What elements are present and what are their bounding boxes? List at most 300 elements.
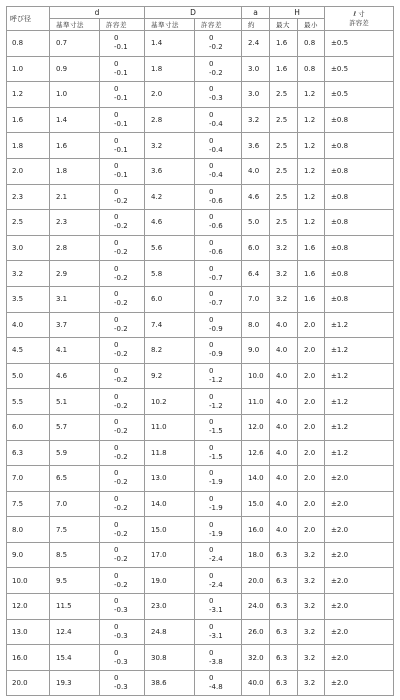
cell-D-base: 3.6 xyxy=(145,158,195,184)
cell-nominal: 13.0 xyxy=(7,619,50,645)
cell-d-tol xyxy=(100,286,145,312)
cell-H-max: 2.5 xyxy=(270,133,298,159)
cell-d-tol xyxy=(100,363,145,389)
cell-H-min: 2.0 xyxy=(298,440,325,466)
cell-D-tol-lower: -0.6 xyxy=(209,222,223,231)
cell-D-tol xyxy=(195,568,242,594)
cell-d-tol-upper: 0 xyxy=(114,264,119,273)
cell-d-tol-lower: -0.1 xyxy=(114,43,128,52)
cell-d-tol-upper: 0 xyxy=(114,546,119,555)
cell-l-tol: ±2.0 xyxy=(325,466,394,492)
cell-a: 26.0 xyxy=(242,619,270,645)
cell-H-max: 4.0 xyxy=(270,491,298,517)
cell-a: 15.0 xyxy=(242,491,270,517)
cell-d-tol xyxy=(100,466,145,492)
header-l-top: ℓ 寸 xyxy=(353,9,365,18)
cell-d-tol-lower: -0.2 xyxy=(114,503,128,512)
cell-D-tol xyxy=(195,56,242,82)
cell-a: 12.0 xyxy=(242,414,270,440)
cell-H-max: 6.3 xyxy=(270,645,298,671)
cell-H-min: 2.0 xyxy=(298,466,325,492)
cell-a: 9.0 xyxy=(242,338,270,364)
cell-d-tol-upper: 0 xyxy=(114,239,119,248)
cell-nominal: 1.8 xyxy=(7,133,50,159)
cell-H-min: 1.6 xyxy=(298,286,325,312)
cell-d-tol-upper: 0 xyxy=(114,290,119,299)
cell-d-tol xyxy=(100,619,145,645)
cell-D-tol-lower: -0.2 xyxy=(209,68,223,77)
cell-D-tol-lower: -0.6 xyxy=(209,196,223,205)
cell-D-base: 30.8 xyxy=(145,645,195,671)
cell-H-min: 1.2 xyxy=(298,107,325,133)
cell-l-tol: ±0.8 xyxy=(325,286,394,312)
cell-d-tol xyxy=(100,338,145,364)
cell-D-tol xyxy=(195,670,242,696)
cell-l-tol: ±2.0 xyxy=(325,645,394,671)
cell-D-base: 1.4 xyxy=(145,31,195,57)
table-row xyxy=(7,184,394,210)
cell-a: 8.0 xyxy=(242,312,270,338)
cell-H-max: 4.0 xyxy=(270,363,298,389)
cell-d-tol-upper: 0 xyxy=(114,34,119,43)
cell-D-base: 5.6 xyxy=(145,235,195,261)
cell-d-base: 8.5 xyxy=(50,542,100,568)
cell-d-tol-upper: 0 xyxy=(114,315,119,324)
cell-a: 16.0 xyxy=(242,517,270,543)
cell-D-tol xyxy=(195,107,242,133)
cell-D-base: 24.8 xyxy=(145,619,195,645)
cell-D-tol xyxy=(195,210,242,236)
cell-D-tol-lower: -0.4 xyxy=(209,171,223,180)
cell-H-max: 6.3 xyxy=(270,670,298,696)
cell-nominal: 8.0 xyxy=(7,517,50,543)
cell-d-tol-lower: -0.2 xyxy=(114,452,128,461)
cell-D-base: 4.6 xyxy=(145,210,195,236)
cell-H-max: 1.6 xyxy=(270,56,298,82)
cell-d-tol xyxy=(100,491,145,517)
cell-l-tol: ±0.8 xyxy=(325,133,394,159)
cell-d-tol xyxy=(100,645,145,671)
header-D: D xyxy=(145,7,242,19)
cell-D-tol-lower: -1.5 xyxy=(209,452,223,461)
table-row xyxy=(7,133,394,159)
cell-a: 3.0 xyxy=(242,82,270,108)
table-body xyxy=(7,31,394,696)
cell-D-tol-upper: 0 xyxy=(209,290,214,299)
cell-l-tol: ±1.2 xyxy=(325,414,394,440)
cell-nominal: 9.0 xyxy=(7,542,50,568)
table-row xyxy=(7,670,394,696)
cell-d-tol-lower: -0.2 xyxy=(114,324,128,333)
cell-H-max: 4.0 xyxy=(270,338,298,364)
cell-d-tol-lower: -0.2 xyxy=(114,222,128,231)
cell-H-min: 3.2 xyxy=(298,619,325,645)
table-row xyxy=(7,619,394,645)
cell-D-base: 15.0 xyxy=(145,517,195,543)
cell-D-tol-lower: -1.2 xyxy=(209,401,223,410)
cell-D-base: 14.0 xyxy=(145,491,195,517)
cell-D-tol-upper: 0 xyxy=(209,34,214,43)
cell-D-tol xyxy=(195,619,242,645)
cell-D-base: 23.0 xyxy=(145,594,195,620)
cell-d-tol-lower: -0.2 xyxy=(114,350,128,359)
spec-table-container xyxy=(6,6,393,696)
cell-D-tol-upper: 0 xyxy=(209,59,214,68)
cell-d-tol-upper: 0 xyxy=(114,85,119,94)
cell-d-tol xyxy=(100,107,145,133)
cell-D-base: 11.8 xyxy=(145,440,195,466)
table-row xyxy=(7,235,394,261)
cell-D-tol-lower: -1.9 xyxy=(209,503,223,512)
cell-D-tol-lower: -1.9 xyxy=(209,478,223,487)
header-row-top xyxy=(7,7,394,19)
table-row xyxy=(7,338,394,364)
cell-d-tol xyxy=(100,568,145,594)
cell-H-max: 4.0 xyxy=(270,517,298,543)
cell-D-tol-upper: 0 xyxy=(209,239,214,248)
cell-l-tol: ±0.8 xyxy=(325,158,394,184)
cell-d-tol-lower: -0.1 xyxy=(114,68,128,77)
cell-H-min: 1.2 xyxy=(298,210,325,236)
cell-nominal: 6.3 xyxy=(7,440,50,466)
cell-d-tol xyxy=(100,158,145,184)
cell-D-tol xyxy=(195,82,242,108)
header-H-max: 最大 xyxy=(270,19,298,31)
cell-d-tol xyxy=(100,414,145,440)
cell-D-tol-upper: 0 xyxy=(209,392,214,401)
cell-l-tol: ±0.8 xyxy=(325,107,394,133)
cell-d-base: 7.0 xyxy=(50,491,100,517)
cell-a: 12.6 xyxy=(242,440,270,466)
cell-H-max: 3.2 xyxy=(270,235,298,261)
cell-D-tol xyxy=(195,389,242,415)
cell-H-max: 6.3 xyxy=(270,542,298,568)
cell-D-tol-upper: 0 xyxy=(209,520,214,529)
cell-l-tol: ±2.0 xyxy=(325,619,394,645)
header-H: H xyxy=(270,7,325,19)
cell-nominal: 4.0 xyxy=(7,312,50,338)
table-row xyxy=(7,491,394,517)
cell-d-tol-lower: -0.2 xyxy=(114,248,128,257)
cell-d-tol-upper: 0 xyxy=(114,213,119,222)
cell-d-tol xyxy=(100,542,145,568)
table-row xyxy=(7,82,394,108)
cell-nominal: 5.0 xyxy=(7,363,50,389)
cell-D-tol-upper: 0 xyxy=(209,674,214,683)
cell-D-tol xyxy=(195,286,242,312)
cell-H-max: 2.5 xyxy=(270,82,298,108)
cell-l-tol: ±1.2 xyxy=(325,338,394,364)
cell-d-tol-upper: 0 xyxy=(114,187,119,196)
cell-D-base: 13.0 xyxy=(145,466,195,492)
cell-D-tol xyxy=(195,158,242,184)
cell-D-base: 5.8 xyxy=(145,261,195,287)
cell-H-max: 3.2 xyxy=(270,286,298,312)
cell-D-base: 17.0 xyxy=(145,542,195,568)
cell-D-base: 2.0 xyxy=(145,82,195,108)
cell-H-max: 2.5 xyxy=(270,107,298,133)
cell-H-min: 1.2 xyxy=(298,82,325,108)
cell-a: 6.0 xyxy=(242,235,270,261)
table-row xyxy=(7,645,394,671)
cell-D-base: 11.0 xyxy=(145,414,195,440)
table-row xyxy=(7,107,394,133)
cell-D-tol-lower: -0.2 xyxy=(209,43,223,52)
cell-d-base: 1.0 xyxy=(50,82,100,108)
cell-D-tol-upper: 0 xyxy=(209,187,214,196)
cell-D-tol-upper: 0 xyxy=(209,264,214,273)
cell-a: 20.0 xyxy=(242,568,270,594)
cell-d-tol xyxy=(100,82,145,108)
cell-H-min: 2.0 xyxy=(298,312,325,338)
cell-d-tol-upper: 0 xyxy=(114,622,119,631)
cell-a: 2.4 xyxy=(242,31,270,57)
cell-D-tol-lower: -3.1 xyxy=(209,606,223,615)
cell-H-max: 4.0 xyxy=(270,466,298,492)
cell-a: 3.0 xyxy=(242,56,270,82)
cell-d-tol-upper: 0 xyxy=(114,111,119,120)
cell-d-tol-lower: -0.2 xyxy=(114,529,128,538)
cell-D-tol-lower: -3.8 xyxy=(209,657,223,666)
header-l xyxy=(325,7,394,31)
cell-D-base: 1.8 xyxy=(145,56,195,82)
cell-a: 5.0 xyxy=(242,210,270,236)
cell-d-tol-upper: 0 xyxy=(114,162,119,171)
cell-H-max: 6.3 xyxy=(270,594,298,620)
cell-D-base: 8.2 xyxy=(145,338,195,364)
cell-a: 3.2 xyxy=(242,107,270,133)
cell-D-tol-lower: -0.9 xyxy=(209,350,223,359)
cell-D-tol-upper: 0 xyxy=(209,622,214,631)
cell-nominal: 2.0 xyxy=(7,158,50,184)
cell-D-tol xyxy=(195,491,242,517)
header-a: a xyxy=(242,7,270,19)
cell-D-tol-upper: 0 xyxy=(209,546,214,555)
table-row xyxy=(7,363,394,389)
cell-D-base: 7.4 xyxy=(145,312,195,338)
cell-D-tol xyxy=(195,184,242,210)
cell-d-tol-upper: 0 xyxy=(114,520,119,529)
cell-H-min: 2.0 xyxy=(298,338,325,364)
cell-D-tol-upper: 0 xyxy=(209,315,214,324)
cell-d-tol-lower: -0.3 xyxy=(114,606,128,615)
cell-D-tol-upper: 0 xyxy=(209,443,214,452)
cell-d-tol-upper: 0 xyxy=(114,674,119,683)
cell-D-tol xyxy=(195,414,242,440)
table-row xyxy=(7,594,394,620)
cell-d-tol-upper: 0 xyxy=(114,648,119,657)
cell-H-min: 2.0 xyxy=(298,389,325,415)
cell-D-tol-upper: 0 xyxy=(209,213,214,222)
cell-d-tol xyxy=(100,210,145,236)
cell-d-tol-lower: -0.2 xyxy=(114,401,128,410)
cell-D-tol-lower: -1.2 xyxy=(209,376,223,385)
cell-H-min: 3.2 xyxy=(298,670,325,696)
cell-H-max: 2.5 xyxy=(270,158,298,184)
cell-a: 11.0 xyxy=(242,389,270,415)
cell-d-base: 19.3 xyxy=(50,670,100,696)
cell-D-tol-lower: -0.4 xyxy=(209,120,223,129)
header-d-base: 基準寸法 xyxy=(50,19,100,31)
cell-d-base: 6.5 xyxy=(50,466,100,492)
cell-nominal: 4.5 xyxy=(7,338,50,364)
cell-nominal: 16.0 xyxy=(7,645,50,671)
cell-l-tol: ±2.0 xyxy=(325,670,394,696)
cell-d-tol-upper: 0 xyxy=(114,494,119,503)
cell-d-base: 1.6 xyxy=(50,133,100,159)
cell-D-tol-lower: -4.8 xyxy=(209,683,223,692)
cell-d-tol-lower: -0.2 xyxy=(114,376,128,385)
cell-l-tol: ±0.5 xyxy=(325,56,394,82)
cell-D-tol xyxy=(195,338,242,364)
cell-D-tol-lower: -0.9 xyxy=(209,324,223,333)
cell-H-min: 1.6 xyxy=(298,261,325,287)
cell-H-max: 3.2 xyxy=(270,261,298,287)
cell-D-tol-lower: -0.4 xyxy=(209,145,223,154)
table-row xyxy=(7,466,394,492)
cell-D-tol-lower: -1.9 xyxy=(209,529,223,538)
cell-D-tol xyxy=(195,261,242,287)
cell-D-tol xyxy=(195,133,242,159)
cell-H-min: 0.8 xyxy=(298,31,325,57)
cell-d-tol-lower: -0.2 xyxy=(114,196,128,205)
cell-d-tol-upper: 0 xyxy=(114,367,119,376)
cell-D-base: 6.0 xyxy=(145,286,195,312)
cell-H-min: 1.2 xyxy=(298,158,325,184)
cell-a: 32.0 xyxy=(242,645,270,671)
cell-a: 6.4 xyxy=(242,261,270,287)
cell-l-tol: ±2.0 xyxy=(325,491,394,517)
cell-d-tol-lower: -0.1 xyxy=(114,171,128,180)
cell-H-max: 4.0 xyxy=(270,440,298,466)
cell-l-tol: ±1.2 xyxy=(325,312,394,338)
cell-d-base: 1.8 xyxy=(50,158,100,184)
cell-D-tol xyxy=(195,31,242,57)
cell-d-tol xyxy=(100,389,145,415)
cell-d-tol-upper: 0 xyxy=(114,341,119,350)
cell-H-min: 2.0 xyxy=(298,414,325,440)
cell-H-max: 4.0 xyxy=(270,312,298,338)
cell-nominal: 2.5 xyxy=(7,210,50,236)
cell-l-tol: ±2.0 xyxy=(325,568,394,594)
cell-H-min: 1.2 xyxy=(298,184,325,210)
cell-l-tol: ±2.0 xyxy=(325,542,394,568)
cell-nominal: 1.2 xyxy=(7,82,50,108)
table-row xyxy=(7,389,394,415)
cell-d-tol xyxy=(100,594,145,620)
header-D-tol: 許容差 xyxy=(195,19,242,31)
header-nominal: 呼び径 xyxy=(7,7,50,31)
cell-H-min: 3.2 xyxy=(298,594,325,620)
cell-d-tol-lower: -0.3 xyxy=(114,631,128,640)
cell-d-base: 0.9 xyxy=(50,56,100,82)
cell-D-tol-lower: -0.6 xyxy=(209,248,223,257)
cell-nominal: 7.0 xyxy=(7,466,50,492)
cell-nominal: 1.6 xyxy=(7,107,50,133)
cell-D-tol-upper: 0 xyxy=(209,162,214,171)
cell-d-tol-lower: -0.2 xyxy=(114,273,128,282)
cell-d-tol xyxy=(100,670,145,696)
cell-D-tol xyxy=(195,594,242,620)
cell-d-base: 3.1 xyxy=(50,286,100,312)
cell-l-tol: ±0.8 xyxy=(325,261,394,287)
table-row xyxy=(7,286,394,312)
cell-d-base: 11.5 xyxy=(50,594,100,620)
cell-nominal: 2.3 xyxy=(7,184,50,210)
cell-d-base: 4.1 xyxy=(50,338,100,364)
cell-d-tol-upper: 0 xyxy=(114,571,119,580)
cell-D-tol-lower: -2.4 xyxy=(209,580,223,589)
table-row xyxy=(7,210,394,236)
cell-d-base: 3.7 xyxy=(50,312,100,338)
cell-d-base: 2.9 xyxy=(50,261,100,287)
table-row xyxy=(7,517,394,543)
cell-d-tol-lower: -0.1 xyxy=(114,145,128,154)
cell-H-min: 3.2 xyxy=(298,542,325,568)
cell-l-tol: ±2.0 xyxy=(325,517,394,543)
cell-d-tol xyxy=(100,312,145,338)
cell-D-tol xyxy=(195,312,242,338)
cell-d-tol xyxy=(100,31,145,57)
cell-d-tol-upper: 0 xyxy=(114,59,119,68)
cell-l-tol: ±0.5 xyxy=(325,82,394,108)
cell-d-tol-upper: 0 xyxy=(114,443,119,452)
cell-l-tol: ±0.8 xyxy=(325,235,394,261)
cell-d-tol xyxy=(100,235,145,261)
header-H-min: 最小 xyxy=(298,19,325,31)
cell-H-max: 2.5 xyxy=(270,210,298,236)
cell-l-tol: ±0.5 xyxy=(325,31,394,57)
cell-D-tol xyxy=(195,440,242,466)
cell-d-base: 1.4 xyxy=(50,107,100,133)
cell-H-min: 0.8 xyxy=(298,56,325,82)
cell-l-tol: ±1.2 xyxy=(325,440,394,466)
cell-a: 10.0 xyxy=(242,363,270,389)
cell-D-base: 19.0 xyxy=(145,568,195,594)
spec-table xyxy=(6,6,394,696)
table-row xyxy=(7,56,394,82)
cell-H-max: 4.0 xyxy=(270,389,298,415)
cell-H-max: 1.6 xyxy=(270,31,298,57)
cell-D-tol-lower: -3.1 xyxy=(209,631,223,640)
cell-d-tol xyxy=(100,56,145,82)
cell-H-max: 6.3 xyxy=(270,619,298,645)
cell-a: 7.0 xyxy=(242,286,270,312)
cell-D-base: 9.2 xyxy=(145,363,195,389)
cell-d-tol-lower: -0.2 xyxy=(114,427,128,436)
cell-d-tol-lower: -0.2 xyxy=(114,478,128,487)
cell-H-min: 3.2 xyxy=(298,645,325,671)
cell-D-tol xyxy=(195,466,242,492)
cell-D-tol-upper: 0 xyxy=(209,469,214,478)
cell-D-tol-lower: -0.7 xyxy=(209,273,223,282)
table-row xyxy=(7,440,394,466)
cell-H-min: 2.0 xyxy=(298,517,325,543)
cell-D-base: 10.2 xyxy=(145,389,195,415)
cell-nominal: 0.8 xyxy=(7,31,50,57)
cell-d-tol-lower: -0.2 xyxy=(114,580,128,589)
table-row xyxy=(7,261,394,287)
cell-nominal: 1.0 xyxy=(7,56,50,82)
cell-D-tol-upper: 0 xyxy=(209,597,214,606)
cell-D-tol xyxy=(195,517,242,543)
cell-d-tol xyxy=(100,261,145,287)
cell-d-tol xyxy=(100,133,145,159)
cell-D-tol-upper: 0 xyxy=(209,648,214,657)
cell-nominal: 3.2 xyxy=(7,261,50,287)
cell-a: 24.0 xyxy=(242,594,270,620)
cell-d-base: 2.1 xyxy=(50,184,100,210)
